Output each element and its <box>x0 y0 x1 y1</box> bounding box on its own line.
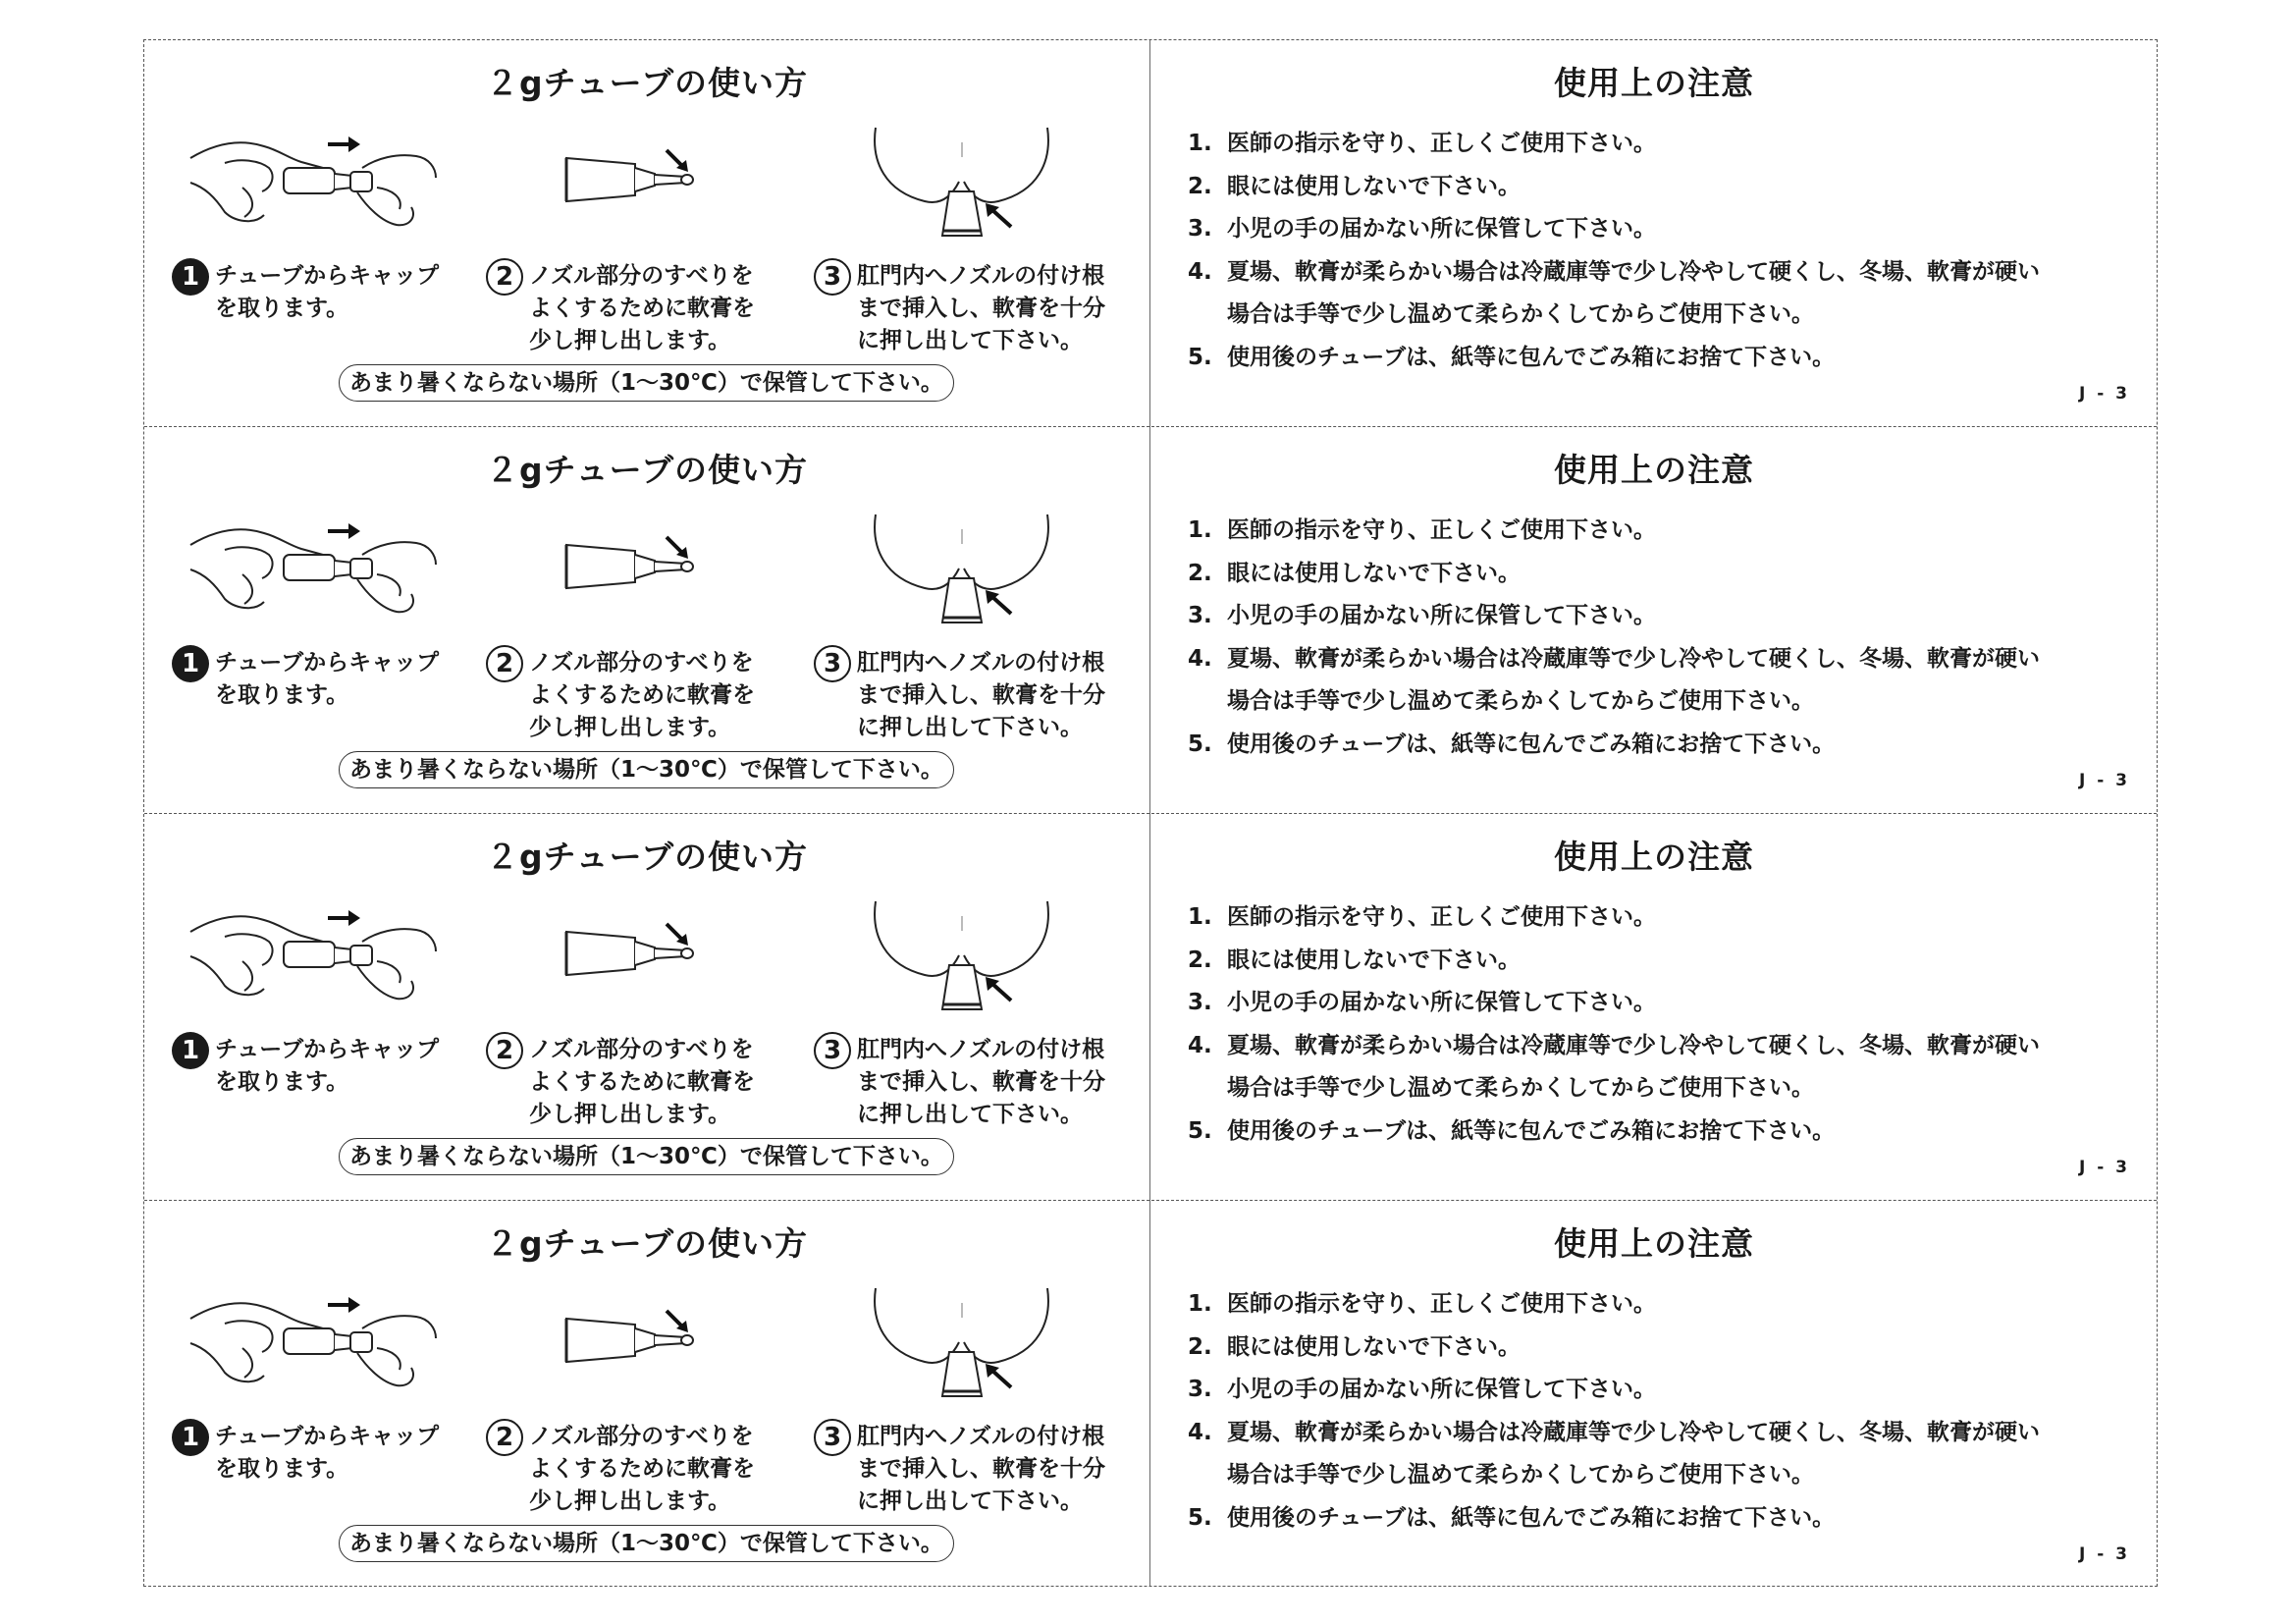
step-1-number-icon: 1 <box>172 1032 209 1069</box>
precaution-item <box>1188 896 2130 940</box>
precaution-item <box>1188 1497 2130 1541</box>
precaution-item <box>1188 680 2130 724</box>
storage-note: あまり暑くならない場所（1〜30℃）で保管して下さい。 <box>339 1138 954 1175</box>
precaution-item <box>1188 1326 2130 1370</box>
step-3-number-icon: 3 <box>814 1419 851 1456</box>
precaution-text: 場合は手等で少し温めて柔らかくしてからご使用下さい。 <box>1227 1462 1814 1488</box>
precaution-number: 1. <box>1188 131 1212 156</box>
instruction-card <box>144 40 2157 427</box>
step-3-text: 肛門内へノズルの付け根 まで挿入し、軟膏を十分 に押し出して下さい。 <box>857 263 1105 353</box>
instruction-card <box>144 1201 2157 1588</box>
step-1-number-icon: 1 <box>172 258 209 296</box>
step-1-text: チューブからキャップ を取ります。 <box>215 1037 440 1095</box>
usage-title: ２gチューブの使い方 <box>486 451 808 489</box>
usage-title: ２gチューブの使い方 <box>486 1224 808 1263</box>
step-1-number-icon: 1 <box>172 645 209 682</box>
step-1-text: チューブからキャップ を取ります。 <box>215 1424 440 1482</box>
step-2-number-icon: 2 <box>486 645 523 682</box>
step-2-text: ノズル部分のすべりを よくするために軟膏を 少し押し出します。 <box>529 1037 755 1127</box>
document-code: J - 3 <box>2078 384 2130 404</box>
precaution-item <box>1188 1025 2130 1068</box>
step-2-text: ノズル部分のすべりを よくするために軟膏を 少し押し出します。 <box>529 263 755 353</box>
precaution-number: 4. <box>1188 1032 1212 1058</box>
precaution-item <box>1188 1283 2130 1326</box>
precaution-item <box>1188 595 2130 638</box>
step-3-number-icon: 3 <box>814 645 851 682</box>
hands-removing-cap-illustration <box>186 129 441 237</box>
step-2-number-icon: 2 <box>486 1032 523 1069</box>
precaution-item <box>1188 940 2130 983</box>
step-1-text: チューブからキャップ を取ります。 <box>215 650 440 708</box>
storage-note: あまり暑くならない場所（1〜30℃）で保管して下さい。 <box>339 751 954 788</box>
tube-squeeze-illustration <box>557 1289 704 1378</box>
precaution-number: 5. <box>1188 731 1212 757</box>
precaution-item <box>1188 510 2130 553</box>
step-3-number-icon: 3 <box>814 1032 851 1069</box>
precautions-list <box>1188 510 2130 766</box>
precaution-number: 3. <box>1188 216 1212 242</box>
precautions-title: 使用上の注意 <box>1554 64 1754 102</box>
precaution-item <box>1188 294 2130 337</box>
precaution-text: 夏場、軟膏が柔らかい場合は冷蔵庫等で少し冷やして硬くし、冬場、軟膏が硬い <box>1227 645 2040 672</box>
step-2-number-icon: 2 <box>486 1419 523 1456</box>
precaution-number: 2. <box>1188 947 1212 973</box>
step-3-text: 肛門内へノズルの付け根 まで挿入し、軟膏を十分 に押し出して下さい。 <box>857 650 1105 740</box>
instruction-sheet <box>143 39 2158 1587</box>
precaution-text: 使用後のチューブは、紙等に包んでごみ箱にお捨て下さい。 <box>1227 344 1836 370</box>
precaution-number: 3. <box>1188 990 1212 1015</box>
step-2-number-icon: 2 <box>486 258 523 296</box>
usage-title: ２gチューブの使い方 <box>486 64 808 102</box>
precaution-number: 5. <box>1188 1117 1212 1144</box>
precaution-item <box>1188 638 2130 681</box>
nozzle-insertion-illustration <box>866 123 1062 241</box>
precautions-panel <box>1150 1201 2158 1588</box>
precaution-text: 使用後のチューブは、紙等に包んでごみ箱にお捨て下さい。 <box>1227 1117 1836 1144</box>
precaution-number: 2. <box>1188 560 1212 586</box>
usage-panel <box>144 40 1149 426</box>
document-code: J - 3 <box>2078 771 2130 790</box>
precaution-item <box>1188 1110 2130 1154</box>
precaution-number: 3. <box>1188 1377 1212 1402</box>
precaution-text: 眼には使用しないで下さい。 <box>1227 1333 1521 1360</box>
precaution-text: 夏場、軟膏が柔らかい場合は冷蔵庫等で少し冷やして硬くし、冬場、軟膏が硬い <box>1227 1032 2040 1058</box>
precautions-panel <box>1150 40 2158 426</box>
precaution-item <box>1188 123 2130 166</box>
precaution-text: 医師の指示を守り、正しくご使用下さい。 <box>1227 131 1656 156</box>
precaution-item <box>1188 1067 2130 1110</box>
storage-note: あまり暑くならない場所（1〜30℃）で保管して下さい。 <box>339 364 954 402</box>
precaution-text: 小児の手の届かない所に保管して下さい。 <box>1227 990 1656 1015</box>
precaution-item <box>1188 1454 2130 1497</box>
precaution-text: 使用後のチューブは、紙等に包んでごみ箱にお捨て下さい。 <box>1227 731 1836 757</box>
precaution-text: 場合は手等で少し温めて柔らかくしてからご使用下さい。 <box>1227 301 1814 327</box>
precaution-text: 眼には使用しないで下さい。 <box>1227 947 1521 973</box>
precaution-text: 眼には使用しないで下さい。 <box>1227 560 1521 586</box>
precaution-number: 1. <box>1188 517 1212 543</box>
precaution-item <box>1188 251 2130 295</box>
precautions-list <box>1188 1283 2130 1540</box>
precaution-item <box>1188 553 2130 596</box>
precaution-number: 2. <box>1188 1333 1212 1360</box>
precaution-text: 夏場、軟膏が柔らかい場合は冷蔵庫等で少し冷やして硬くし、冬場、軟膏が硬い <box>1227 258 2040 285</box>
precaution-item <box>1188 166 2130 209</box>
precaution-text: 医師の指示を守り、正しくご使用下さい。 <box>1227 1291 1656 1317</box>
precaution-number: 4. <box>1188 1419 1212 1445</box>
precaution-number: 4. <box>1188 258 1212 285</box>
precaution-text: 小児の手の届かない所に保管して下さい。 <box>1227 603 1656 628</box>
usage-title: ２gチューブの使い方 <box>486 838 808 876</box>
precaution-number: 1. <box>1188 1291 1212 1317</box>
precaution-text: 医師の指示を守り、正しくご使用下さい。 <box>1227 517 1656 543</box>
precaution-text: 小児の手の届かない所に保管して下さい。 <box>1227 1377 1656 1402</box>
step-1-text: チューブからキャップ を取ります。 <box>215 263 440 321</box>
precaution-text: 小児の手の届かない所に保管して下さい。 <box>1227 216 1656 242</box>
hands-removing-cap-illustration <box>186 1289 441 1397</box>
precautions-panel <box>1150 427 2158 813</box>
precaution-text: 眼には使用しないで下さい。 <box>1227 173 1521 199</box>
usage-panel <box>144 814 1149 1200</box>
tube-squeeze-illustration <box>557 902 704 991</box>
precaution-item <box>1188 724 2130 767</box>
instruction-card <box>144 427 2157 814</box>
nozzle-insertion-illustration <box>866 510 1062 627</box>
precaution-item <box>1188 1369 2130 1412</box>
precaution-number: 4. <box>1188 645 1212 672</box>
tube-squeeze-illustration <box>557 129 704 217</box>
step-2-text: ノズル部分のすべりを よくするために軟膏を 少し押し出します。 <box>529 1424 755 1514</box>
step-3-text: 肛門内へノズルの付け根 まで挿入し、軟膏を十分 に押し出して下さい。 <box>857 1037 1105 1127</box>
instruction-card <box>144 814 2157 1201</box>
hands-removing-cap-illustration <box>186 515 441 623</box>
usage-panel <box>144 1201 1149 1588</box>
usage-panel <box>144 427 1149 813</box>
hands-removing-cap-illustration <box>186 902 441 1010</box>
precaution-text: 医師の指示を守り、正しくご使用下さい。 <box>1227 904 1656 930</box>
nozzle-insertion-illustration <box>866 1283 1062 1401</box>
precautions-list <box>1188 123 2130 379</box>
precaution-text: 使用後のチューブは、紙等に包んでごみ箱にお捨て下さい。 <box>1227 1504 1836 1531</box>
precaution-number: 2. <box>1188 173 1212 199</box>
precaution-number: 5. <box>1188 344 1212 370</box>
precautions-panel <box>1150 814 2158 1200</box>
precaution-number: 3. <box>1188 603 1212 628</box>
step-3-number-icon: 3 <box>814 258 851 296</box>
document-code: J - 3 <box>2078 1544 2130 1564</box>
step-3-text: 肛門内へノズルの付け根 まで挿入し、軟膏を十分 に押し出して下さい。 <box>857 1424 1105 1514</box>
tube-squeeze-illustration <box>557 515 704 604</box>
precaution-number: 5. <box>1188 1504 1212 1531</box>
precaution-text: 夏場、軟膏が柔らかい場合は冷蔵庫等で少し冷やして硬くし、冬場、軟膏が硬い <box>1227 1419 2040 1445</box>
precaution-item <box>1188 1412 2130 1455</box>
precaution-item <box>1188 208 2130 251</box>
precautions-list <box>1188 896 2130 1153</box>
step-1-number-icon: 1 <box>172 1419 209 1456</box>
precaution-text: 場合は手等で少し温めて柔らかくしてからご使用下さい。 <box>1227 1075 1814 1101</box>
document-code: J - 3 <box>2078 1158 2130 1177</box>
precaution-number: 1. <box>1188 904 1212 930</box>
step-2-text: ノズル部分のすべりを よくするために軟膏を 少し押し出します。 <box>529 650 755 740</box>
precautions-title: 使用上の注意 <box>1554 1224 1754 1263</box>
nozzle-insertion-illustration <box>866 896 1062 1014</box>
storage-note: あまり暑くならない場所（1〜30℃）で保管して下さい。 <box>339 1525 954 1562</box>
precaution-item <box>1188 337 2130 380</box>
precaution-item <box>1188 982 2130 1025</box>
precaution-text: 場合は手等で少し温めて柔らかくしてからご使用下さい。 <box>1227 688 1814 714</box>
precautions-title: 使用上の注意 <box>1554 838 1754 876</box>
precautions-title: 使用上の注意 <box>1554 451 1754 489</box>
